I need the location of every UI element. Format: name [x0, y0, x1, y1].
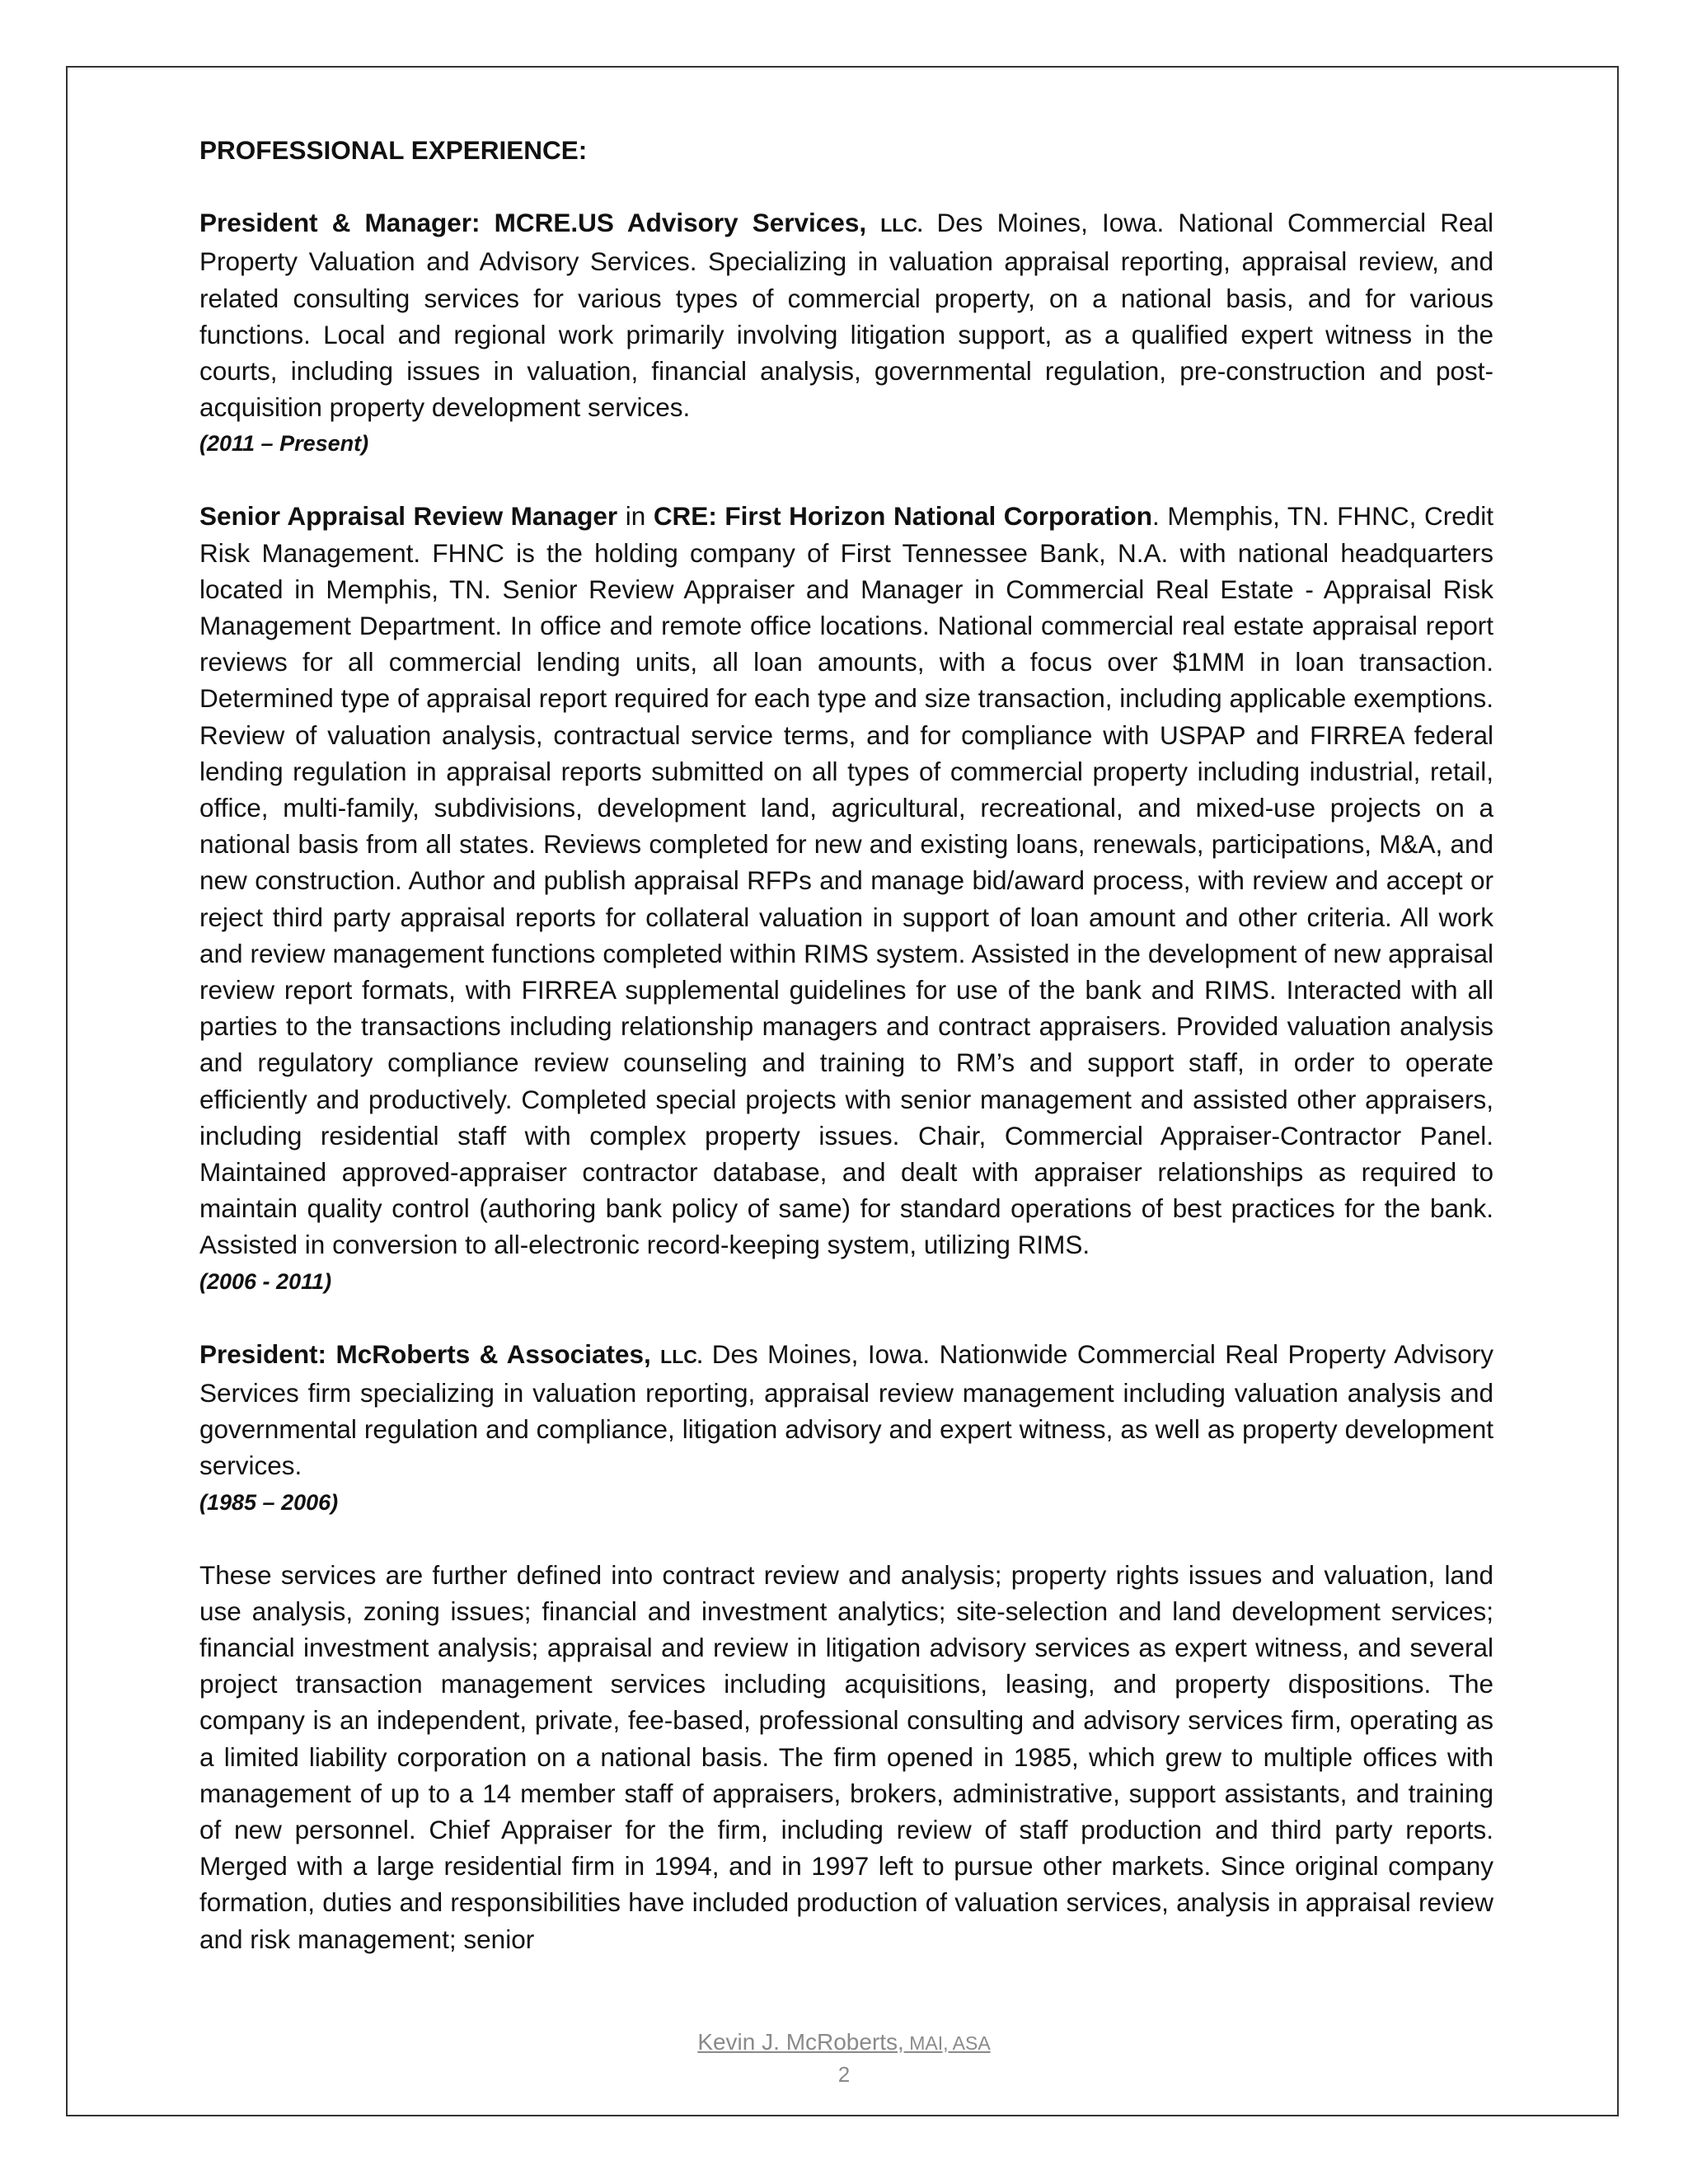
- footer-author: [0, 2029, 1688, 2055]
- page-number: 2: [837, 2062, 851, 2087]
- entry-body: Des Moines, Iowa. Nationwide Commercial Real Property Advisory Services firm specializing in valuation reporting, appraisal review management including valuation analysis and governmental regulation and compliance, litigation advisory and expert witness, as well as property development services.: [199, 1338, 1493, 1481]
- entry-organization: CRE: First Horizon National Corporation: [653, 501, 1153, 532]
- entry-dates: (1985 – 2006): [199, 1489, 339, 1515]
- footer-author-credentials: MAI, ASA: [903, 2032, 991, 2054]
- entry-body: Des Moines, Iowa. National Commercial Real Property Valuation and Advisory Services. Specializing in valuation appraisal reporting, appraisal review, and related consulting services for various types of commercial property, on a national basis, and for various functions. Local and regional work primarily involving litigation support, as a qualified expert witness in the courts, including issues in valuation, financial analysis, governmental regulation, pre-construction and post-acquisition property development services.: [199, 208, 1493, 423]
- entry-dates: (2011 – Present): [199, 431, 369, 457]
- entry-title: President: McRoberts & Associates,: [199, 1338, 651, 1369]
- experience-entry-mcroberts: [199, 1336, 1493, 1484]
- footer-author-name: Kevin J. McRoberts,: [697, 2029, 904, 2055]
- entry-dates: (2006 - 2011): [199, 1268, 332, 1294]
- footer-author-link[interactable]: [697, 2029, 990, 2055]
- experience-entry-mcre: [199, 204, 1493, 425]
- entry-title-suffix: LLC.: [880, 214, 923, 237]
- document-body: [199, 132, 1493, 1957]
- entry-title: Senior Appraisal Review Manager: [199, 501, 618, 532]
- experience-entry-fhnc: [199, 498, 1493, 1263]
- services-paragraph: These services are further defined into contract review and analysis; property rights issues and valuation, land use analysis, zoning issues; financial and investment analytics; site-selection and land development services; financial investment analysis; appraisal and review in litigation advisory services as expert witness, and several project transaction management services including acquisitions, leasing, and property dispositions. The company is an independent, private, fee-based, professional consulting and advisory services firm, operating as a limited liability corporation on a national basis. The firm opened in 1985, which grew to multiple offices with management of up to a 14 member staff of appraisers, brokers, administrative, support assistants, and training of new personnel. Chief Appraiser for the firm, including review of staff production and third party reports. Merged with a large residential firm in 1994, and in 1997 left to pursue other markets. Since original company formation, duties and responsibilities have included production of valuation services, analysis in appraisal review and risk management; senior: [199, 1559, 1493, 1954]
- entry-connector: in: [617, 501, 654, 532]
- section-heading: PROFESSIONAL EXPERIENCE:: [199, 135, 588, 165]
- entry-title: President & Manager: MCRE.US Advisory Services,: [199, 208, 867, 238]
- entry-body: . Memphis, TN. FHNC, Credit Risk Management. FHNC is the holding company of First Tennessee Bank, N.A. with national headquarters located in Memphis, TN. Senior Review Appraiser and Manager in Commercial Real Estate - Appraisal Risk Management Department. In office and remote office locations. National commercial real estate appraisal report reviews for all commercial lending units, all loan amounts, with a focus over $1MM in loan transaction. Determined type of appraisal report required for each type and size transaction, including applicable exemptions. Review of valuation analysis, contractual service terms, and for compliance with USPAP and FIRREA federal lending regulation in appraisal reports submitted on all types of commercial property including industrial, retail, office, multi-family, subdivisions, development land, agricultural, recreational, and mixed-use projects on a national basis from all states. Reviews completed for new and existing loans, renewals, participations, M&A, and new construction. Author and publish appraisal RFPs and manage bid/award process, with review and accept or reject third party appraisal reports for collateral valuation in support of loan amount and other criteria. All work and review management functions completed within RIMS system. Assisted in the development of new appraisal review report formats, with FIRREA supplemental guidelines for use of the bank and RIMS. Interacted with all parties to the transactions including relationship managers and contract appraisers. Provided valuation analysis and regulatory compliance review counseling and training to RM’s and support staff, in order to operate efficiently and productively. Completed special projects with senior management and assisted other appraisers, including residential staff with complex property issues. Chair, Commercial Appraiser-Contractor Panel. Maintained approved-appraiser contractor database, and dealt with appraiser relationships as required to maintain quality control (authoring bank policy of same) for standard operations of best practices for the bank. Assisted in conversion to all-electronic record-keeping system, utilizing RIMS.: [199, 501, 1493, 1260]
- entry-title-suffix: LLC.: [660, 1345, 703, 1367]
